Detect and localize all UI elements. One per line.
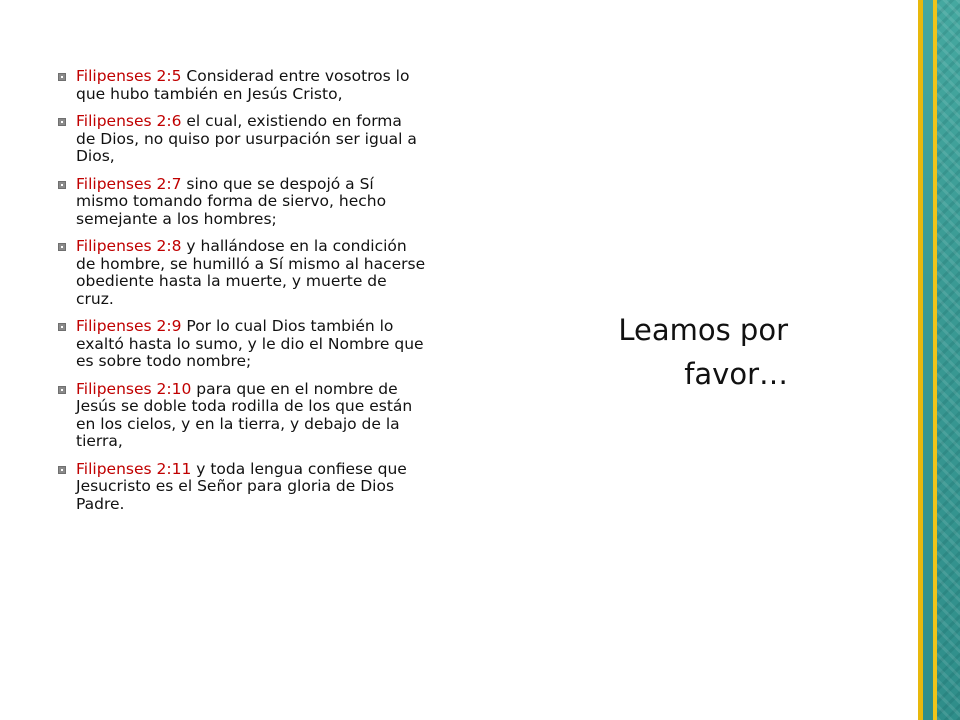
- verse-item: [56, 381, 426, 451]
- square-bullet-icon: [58, 466, 66, 474]
- verse-item: [56, 461, 426, 514]
- square-bullet-icon: [58, 118, 66, 126]
- verse-list: [56, 68, 426, 523]
- side-title: Leamos por favor…: [618, 313, 788, 391]
- verse-text: sino que se despojó a Sí mismo tomando forma de siervo, hecho semejante a los hombres;: [76, 174, 387, 228]
- verse-reference: Filipenses 2:8: [76, 237, 182, 255]
- decorative-pattern: [937, 0, 960, 720]
- verse-text: y toda lengua confiese que Jesucristo es el Señor para gloria de Dios Padre.: [76, 459, 407, 513]
- verse-text: para que en el nombre de Jesús se doble toda rodilla de los que están en los cielos, y en la tierra, y debajo de la tierra,: [76, 379, 413, 450]
- square-bullet-icon: [58, 386, 66, 394]
- square-bullet-icon: [58, 243, 66, 251]
- verse-item: [56, 318, 426, 371]
- verse-reference: Filipenses 2:5: [76, 67, 182, 85]
- verse-text: el cual, existiendo en forma de Dios, no quiso por usurpación ser igual a Dios,: [76, 112, 417, 165]
- verse-reference: Filipenses 2:11: [76, 459, 192, 478]
- square-bullet-icon: [58, 181, 66, 189]
- verse-text: y hallándose en la condición de hombre, se humilló a Sí mismo al hacerse obediente hasta la muerte, y muerte de cruz.: [76, 237, 426, 308]
- verse-item: [56, 113, 426, 166]
- verse-item: [56, 176, 426, 229]
- verse-reference: Filipenses 2:6: [76, 112, 182, 130]
- verse-item: [56, 68, 426, 103]
- verse-reference: Filipenses 2:10: [76, 379, 192, 398]
- verse-text: Considerad entre vosotros lo que hubo también en Jesús Cristo,: [76, 67, 410, 103]
- verse-reference: Filipenses 2:9: [76, 317, 182, 335]
- square-bullet-icon: [58, 323, 66, 331]
- verse-text: Por lo cual Dios también lo exaltó hasta lo sumo, y le dio el Nombre que es sobre todo nombre;: [76, 317, 424, 370]
- verse-reference: Filipenses 2:7: [76, 174, 182, 193]
- verse-item: [56, 238, 426, 308]
- square-bullet-icon: [58, 73, 66, 81]
